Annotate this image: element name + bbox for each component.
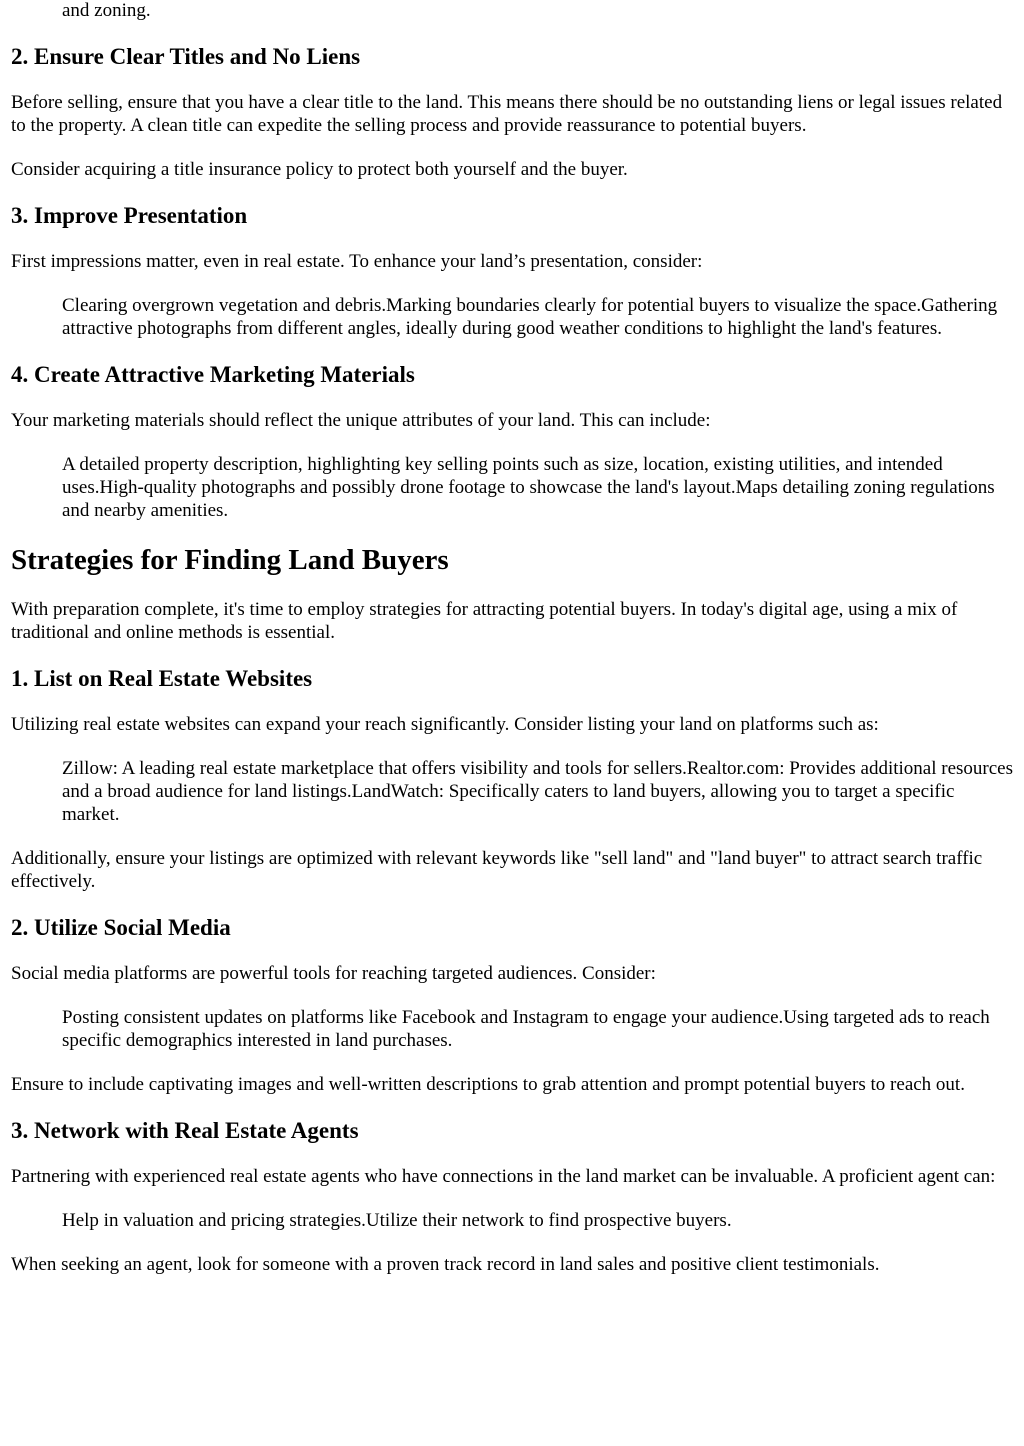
paragraph: Partnering with experienced real estate agents who have connections in the land market can be invaluable. A proficient agent can: [11,1166,996,1187]
list-block: Posting consistent updates on platforms like Facebook and Instagram to engage your audience.Using targeted ads to reach specific demographics interested in land purchases. [62,1007,990,1051]
section-heading-improve-presentation: 3. Improve Presentation [11,203,248,228]
paragraph: Ensure to include captivating images and well-written descriptions to grab attention and prompt potential buyers to reach out. [11,1074,965,1095]
paragraph: Additionally, ensure your listings are optimized with relevant keywords like "sell land" and "land buyer" to attract search traffic effectively. [11,848,983,892]
list-block: A detailed property description, highlighting key selling points such as size, location, existing utilities, and intended uses.High-quality photographs and possibly drone footage to showcase the land's layout.Maps detailing zoning regulations and nearby amenities. [62,454,995,521]
paragraph: First impressions matter, even in real estate. To enhance your land’s presentation, consider: [11,251,703,272]
section-heading-network-agents: 3. Network with Real Estate Agents [11,1118,359,1143]
paragraph: With preparation complete, it's time to employ strategies for attracting potential buyers. In today's digital age, using a mix of traditional and online methods is essential. [11,599,958,643]
section-heading-strategies: Strategies for Finding Land Buyers [11,544,449,576]
list-block: Zillow: A leading real estate marketplace that offers visibility and tools for sellers.Realtor.com: Provides additional resources and a broad audience for land listings.LandWatch: Specifically caters to land buyers, allowing you to target a specific market. [62,758,1013,825]
list-block: Help in valuation and pricing strategies.Utilize their network to find prospective buyers. [62,1210,732,1231]
paragraph: Consider acquiring a title insurance policy to protect both yourself and the buyer. [11,159,628,180]
section-heading-marketing-materials: 4. Create Attractive Marketing Materials [11,362,415,387]
article-body [11,0,1013,1297]
paragraph: Social media platforms are powerful tools for reaching targeted audiences. Consider: [11,963,656,984]
list-block: Clearing overgrown vegetation and debris.Marking boundaries clearly for potential buyers to visualize the space.Gathering attractive photographs from different angles, ideally during good weather conditions to highlight the land's features. [62,295,998,339]
list-item-continuation: and zoning. [62,0,151,21]
section-heading-real-estate-websites: 1. List on Real Estate Websites [11,666,313,691]
paragraph: Before selling, ensure that you have a clear title to the land. This means there should be no outstanding liens or legal issues related to the property. A clean title can expedite the selling process and provide reassurance to potential buyers. [11,92,1003,136]
paragraph: Utilizing real estate websites can expand your reach significantly. Consider listing your land on platforms such as: [11,714,879,735]
section-heading-clear-titles: 2. Ensure Clear Titles and No Liens [11,44,361,69]
paragraph: Your marketing materials should reflect the unique attributes of your land. This can include: [11,410,711,431]
section-heading-social-media: 2. Utilize Social Media [11,915,231,940]
paragraph: When seeking an agent, look for someone with a proven track record in land sales and positive client testimonials. [11,1254,880,1275]
